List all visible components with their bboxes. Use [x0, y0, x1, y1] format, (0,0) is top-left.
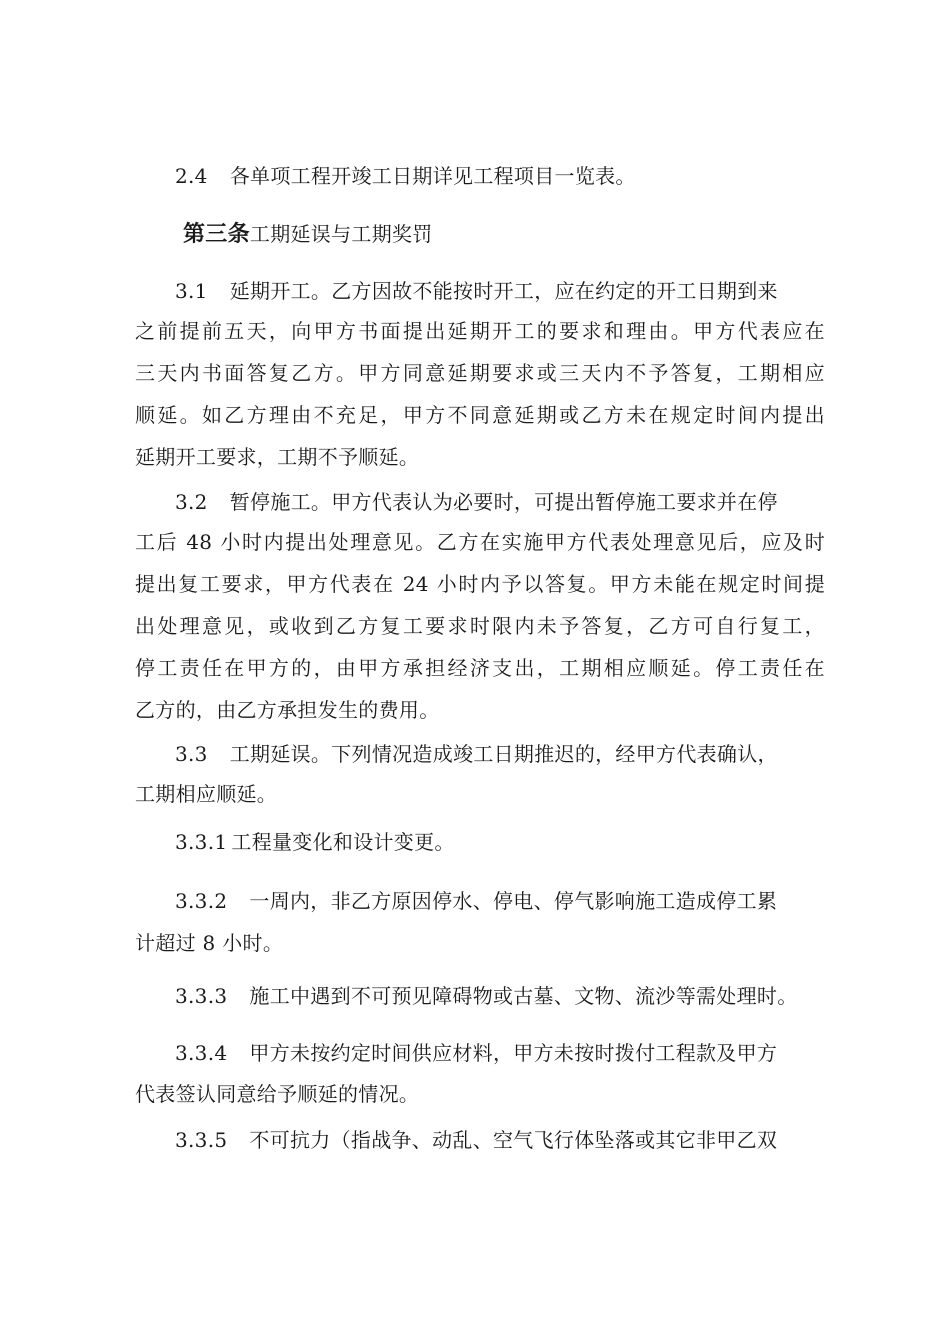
paragraph-line: 停工责任在甲方的，由甲方承担经济支出，工期相应顺延。停工责任在 [135, 656, 825, 680]
clause-text: 工期延误。下列情况造成竣工日期推迟的，经甲方代表确认， [229, 742, 778, 766]
clause-text: 各单项工程开竣工日期详见工程项目一览表。 [229, 164, 636, 188]
clause-number: 3.2 [175, 490, 208, 514]
clause-text: 工程量变化和设计变更。 [231, 830, 455, 854]
clause-number: 3.3.4 [175, 1041, 228, 1065]
clause-number: 3.3.1 [175, 830, 228, 854]
clause-text: 甲方未按约定时间供应材料，甲方未按时拨付工程款及甲方 [249, 1041, 778, 1065]
paragraph-line: 工后 48 小时内提出处理意见。乙方在实施甲方代表处理意见后，应及时 [135, 530, 825, 554]
clause-3-3-2 [175, 888, 777, 914]
paragraph-line: 出处理意见，或收到乙方复工要求时限内未予答复，乙方可自行复工， [135, 614, 825, 638]
article-3-heading [183, 221, 433, 248]
clause-number: 3.3.3 [175, 984, 228, 1008]
paragraph-line: 提出复工要求，甲方代表在 24 小时内予以答复。甲方未能在规定时间提 [135, 572, 825, 596]
clause-number: 3.3.2 [175, 889, 228, 913]
clause-3-1 [175, 278, 778, 304]
clause-2-4 [175, 163, 636, 189]
clause-text: 不可抗力（指战争、动乱、空气飞行体坠落或其它非甲乙双 [249, 1128, 778, 1152]
paragraph-line: 工期相应顺延。 [135, 782, 278, 806]
clause-3-3-1 [175, 829, 455, 855]
clause-text: 延期开工。乙方因故不能按时开工，应在约定的开工日期到来 [229, 279, 778, 303]
paragraph-line: 乙方的，由乙方承担发生的费用。 [135, 698, 440, 722]
paragraph-line: 计超过 8 小时。 [135, 931, 284, 955]
clause-3-3-4 [175, 1040, 777, 1066]
clause-3-3-3 [175, 983, 798, 1009]
clause-number: 3.1 [175, 279, 208, 303]
paragraph-line: 代表签认同意给予顺延的情况。 [135, 1082, 420, 1106]
article-number: 第三条 [183, 222, 250, 247]
paragraph-line: 之前提前五天，向甲方书面提出延期开工的要求和理由。甲方代表应在 [135, 319, 825, 343]
clause-3-2 [175, 489, 778, 515]
clause-text: 暂停施工。甲方代表认为必要时，可提出暂停施工要求并在停 [229, 490, 778, 514]
paragraph-line: 延期开工要求，工期不予顺延。 [135, 445, 420, 469]
clause-3-3 [175, 741, 778, 767]
clause-text: 一周内，非乙方原因停水、停电、停气影响施工造成停工累 [249, 889, 778, 913]
paragraph-line: 三天内书面答复乙方。甲方同意延期要求或三天内不予答复，工期相应 [135, 361, 825, 385]
clause-3-3-5 [175, 1127, 777, 1153]
clause-number: 3.3 [175, 742, 208, 766]
clause-text: 施工中遇到不可预见障碍物或古墓、文物、流沙等需处理时。 [249, 984, 798, 1008]
paragraph-line: 顺延。如乙方理由不充足，甲方不同意延期或乙方未在规定时间内提出 [135, 403, 825, 427]
article-title: 工期延误与工期奖罚 [249, 222, 433, 246]
clause-number: 2.4 [175, 164, 208, 188]
clause-number: 3.3.5 [175, 1128, 228, 1152]
